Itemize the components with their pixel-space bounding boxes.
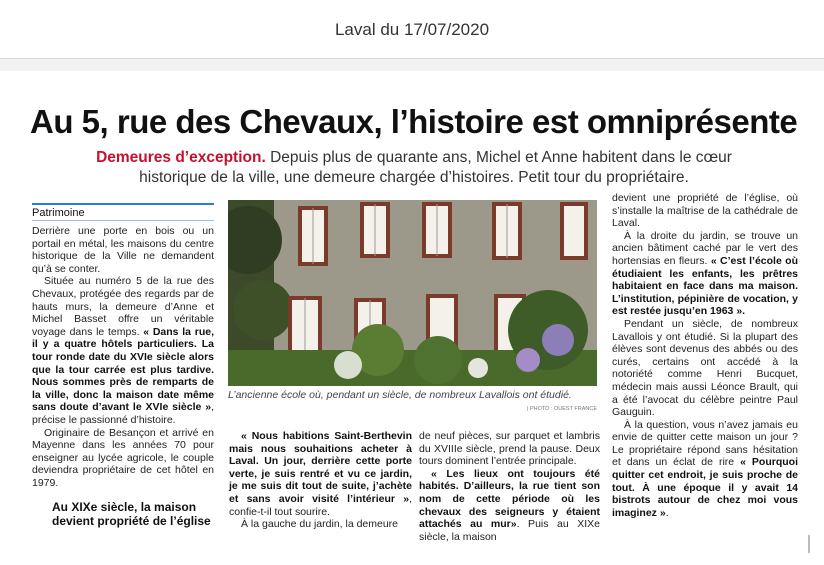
- article-chapo: [34, 148, 794, 188]
- paragraph: Pendant un siècle, de nombreux Lavallois y ont étudié. Si la plupart des élèves sont devenus des abbés ou des curés, certains ont accédé à la notoriété comme Henri Bucquet, médecin mais aussi Léonce Brault, qui a été l’avocat du célèbre peintre Paul Gauguin.: [612, 317, 798, 419]
- article-column-4: [612, 192, 798, 519]
- paragraph: « Nous habitions Saint-Berthevin mais nous souhaitions acheter à Laval. Un jour, derrière cette porte verte, je suis rentré et vu ce jardin, je me suis dit tout de suite, j’achète et sans avoir visité l’intérieur », confie-t-il tout sourire.: [229, 430, 412, 518]
- paragraph: Derrière une porte en bois ou un portail en métal, les maisons du centre historique de la Ville ne demandent qu’à se conter.: [32, 225, 214, 275]
- paragraph: Originaire de Besançon et arrivé en Mayenne dans les années 70 pour enseigner au lycée agricole, le couple deviendra propriétaire de cet hôtel en 1979.: [32, 426, 214, 489]
- photo-caption: L’ancienne école où, pendant un siècle, de nombreux Lavallois ont étudié.: [228, 389, 572, 401]
- paragraph: Située au numéro 5 de la rue des Chevaux, protégée des regards par de hauts murs, la demeure d’Anne et Michel Basset offre un véritable voyage dans le temps. « Dans la rue, il y a quatre hôtels particuliers. La tour ronde date du XVIe siècle alors que la tour carrée est plus tardive. Nous sommes près de remparts de la ville, donc la maison date même sans doute d’avant le XVIe siècle », précise le passionné d’histoire.: [32, 275, 215, 426]
- quote: « Nous habitions Saint-Berthevin mais nous souhaitions acheter à Laval. Un jour, derrière cette porte verte, je suis rentré et vu ce jardin, je me suis dit tout de suite, j’achète et sans avoir visité l’intérieur »: [229, 430, 412, 505]
- paragraph: « Les lieux ont toujours été habités. D’ailleurs, la rue tient son nom de cette période où les chevaux des seigneurs y étaient attachés au mur». Puis au XIXe siècle, la maison: [419, 467, 600, 543]
- rubric-divider: [32, 220, 214, 221]
- article-date: Laval du 17/07/2020: [334, 20, 490, 39]
- chapo-line2: historique de la ville, une demeure chargée d’histoires. Petit tour du propriétaire.: [139, 169, 689, 186]
- photo-credit: | PHOTO : OUEST FRANCE: [527, 406, 597, 412]
- paragraph: À la question, vous n’avez jamais eu envie de quitter cette maison un jour ? Le propriétaire répond sans hésitation et dans un éclat de rire « Pourquoi quitter cet endroit, je suis proche de tout. À une époque il y avait 14 bistrots autour de chez moi vous imaginez ».: [612, 418, 798, 519]
- article-column-2: [229, 430, 412, 531]
- scrollbar-hint[interactable]: [808, 535, 810, 553]
- intertitle: Au XIXe siècle, la maison devient propriété de l’église: [52, 500, 211, 528]
- paragraph: À la droite du jardin, se trouve un ancien bâtiment caché par le vert des hortensias en fleurs. « C’est l’école où étudiaient les enfants, les prêtres habitaient en face dans ma maison. L’institution, pépinière de vocation, y est restée jusqu’en 1963 ».: [612, 229, 798, 318]
- header-gap: [0, 59, 824, 71]
- paragraph: devient une propriété de l’église, où s’installe la maîtrise de la cathédrale de Laval.: [612, 192, 798, 230]
- quote: « Dans la rue, il y a quatre hôtels particuliers. La tour ronde date du XVIe siècle alors que la tour carrée est plus tardive. Nous sommes près de remparts de la ville, donc la maison date même sans doute d’avant le XVIe siècle »: [32, 325, 215, 414]
- chapo-lead: Demeures d’exception.: [96, 149, 266, 166]
- quote: « Les lieux ont toujours été habités. D’ailleurs, la rue tient son nom de cette période où les chevaux des seigneurs y étaient attachés au mur»: [419, 467, 600, 531]
- article-photo: [228, 200, 597, 386]
- paragraph: de neuf pièces, sur parquet et lambris du XVIIIe siècle, prend la pause. Deux tours dominent l’entrée principale.: [419, 430, 600, 468]
- article-column-3: [419, 430, 600, 543]
- page-header: [0, 0, 824, 59]
- paragraph: À la gauche du jardin, la demeure: [241, 518, 399, 531]
- school-building-photo: [228, 200, 597, 386]
- quote: « Pourquoi quitter cet endroit, je suis proche de tout. À une époque il y avait 14 bistrots autour de chez moi vous imaginez »: [612, 456, 798, 519]
- article-headline: Au 5, rue des Chevaux, l’histoire est omniprésente: [30, 103, 798, 140]
- article-column-1: [32, 225, 214, 489]
- chapo-line1: Depuis plus de quarante ans, Michel et Anne habitent dans le cœur: [265, 149, 732, 166]
- rubric-label: Patrimoine: [32, 203, 214, 219]
- quote: « C’est l’école où étudiaient les enfants, les prêtres habitaient en face dans ma maison. L’institution, pépinière de vocation, y est restée jusqu’en 1963 ».: [612, 254, 798, 318]
